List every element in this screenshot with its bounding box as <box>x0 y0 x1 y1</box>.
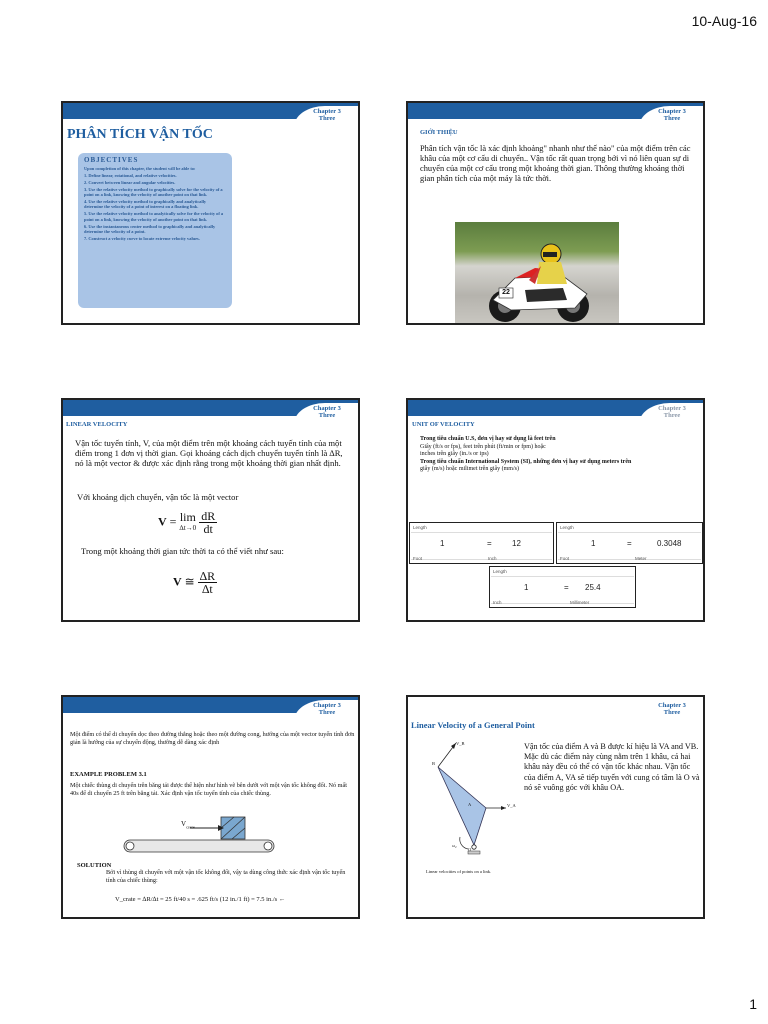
chapter-label: Chapter 3 Three <box>313 702 341 716</box>
slide-3[interactable] <box>61 398 360 622</box>
objective-item: 1. Define linear, rotational, and relative velocities. <box>84 173 177 179</box>
paragraph-2: Với khoảng dịch chuyển, vận tốc là một vector <box>77 492 239 502</box>
o-label: O <box>468 847 472 852</box>
objective-item: 3. Use the relative velocity method to graphically solve for the velocity of a point on a link, knowing the velocity of another point on that link. <box>84 186 223 198</box>
objectives-box <box>78 153 232 308</box>
solution-label: SOLUTION <box>77 862 112 869</box>
slide-title: Linear Velocity of a General Point <box>411 720 535 730</box>
intro-text: Một điểm có thể di chuyển dọc theo đường thẳng hoặc theo một đường cong, hướng của một vector tuyến tính đơn giản là hướng của sự chuyển động, thường dễ dàng xác định <box>70 731 355 746</box>
objective-item: 5. Use the relative velocity method to analytically solve for the velocity of a point on a link, knowing the velocity of another point on that link. <box>84 211 224 222</box>
race-number: 22 <box>502 289 510 296</box>
conveyor-figure <box>118 815 278 859</box>
slide-body: Vận tốc của điểm A và B được kí hiệu là VA and VB. Mặc dù các điểm này cùng nằm trên 1 khâu, cả hai khâu này đều có thể có vận tốc khác nhau. Vận tốc của điểm A, VA sẽ tiếp tuyến với cung có tâm là O và nó sẽ vuông góc với khâu OA. <box>524 742 700 792</box>
objective-item: 7. Construct a velocity curve to locate extreme velocity values. <box>84 235 200 241</box>
slide-title: PHÂN TÍCH VẬN TỐC <box>67 127 213 142</box>
omega-label: ω₂ <box>452 843 457 848</box>
motorcycle-photo <box>455 222 619 325</box>
slide-heading: GIỚI THIỆU <box>420 129 458 136</box>
slide-1[interactable] <box>61 101 360 325</box>
unit-text: Trong tiêu chuẩn U.S, đơn vị hay sử dụng là feet trên Giây (ft/s or fps), feet trên phút (ft/min or fpm) hoặc inches trên giây (in./s or ips) Trong tiêu chuẩn International System (SI), những đơn vị hay sử dụng meters trên giây (m/s) hoặc milimet trên giây (mm/s) <box>420 436 632 473</box>
a-label: A <box>468 802 472 807</box>
equation-approx: V ≅ $\frac{\Delta R}{\Delta t}$ <box>173 569 216 596</box>
slide-heading: UNIT OF VELOCITY <box>412 421 475 428</box>
figure-caption: Linear velocities of points on a link. <box>426 869 492 874</box>
slide-2[interactable] <box>406 101 705 325</box>
objective-item: 6. Use the instantaneous center method to graphically and analytically determine the velocity of a point. <box>84 223 216 234</box>
example-text: Một chiếc thùng di chuyển trên băng tải được thể hiện như hình vẽ bên dưới với một vận tốc không đổi. Nó mất 40s để di chuyển 25 ft trên băng tải. Xác định vận tốc tuyến tính của chiếc thùng. <box>70 782 347 797</box>
vb-label: V_B <box>456 741 465 746</box>
objectives-heading: OBJECTIVES <box>84 156 139 164</box>
converter-inch-millimeter[interactable]: Length 1 = 25.4 Inch Millimeter <box>489 566 636 608</box>
converter-foot-meter[interactable]: Length 1 = 0.3048 Foot Meter <box>556 522 703 564</box>
example-title: EXAMPLE PROBLEM 3.1 <box>70 771 147 778</box>
slide-4[interactable] <box>406 398 705 622</box>
solution-text: Bởi vì thùng di chuyển với một vận tốc không đổi, vậy ta dùng công thức xác định vận tốc tuyến tính của chiếc thùng: <box>106 869 346 884</box>
paragraph-3: Trong một khoảng thời gian tức thời ta có thể viết như sau: <box>81 546 284 556</box>
objectives-intro: Upon completion of this chapter, the student will be able to: <box>84 166 196 172</box>
objective-item: 2. Convert between linear and angular velocities. <box>84 180 176 186</box>
chapter-label: Chapter 3 Three <box>313 108 341 122</box>
solution-equation: V_crate = ∆R/∆t = 25 ft/40 s = .625 ft/s (12 in./1 ft) = 7.5 in./s ← <box>115 896 286 903</box>
slide-heading: LINEAR VELOCITY <box>66 421 128 428</box>
slide-body: Phân tích vận tốc là xác định khoảng" nhanh như thế nào" của một điểm trên các khâu của một cơ cấu di chuyển.. Vận tốc rất quan trọng bởi vì nó liên quan sự di chuyển của một cơ cấu trong một khoảng thời gian. Thông thường khoảng thời gian phân tích của một máy là tức thời. <box>420 144 691 183</box>
chapter-label: Chapter 3 Three <box>658 405 686 419</box>
paragraph-1: Vận tốc tuyến tính, V, của một điểm trên một khoảng cách tuyến tính của một điểm trong 1 đơn vị thời gian. Gọi khoảng cách dịch chuyển tuyến tính là ∆R, nó là một vector & được xác định rằng trong một khoảng thời gian nhất định. <box>75 438 343 469</box>
motorcycle-racer-image <box>455 222 619 325</box>
slide-5[interactable] <box>61 695 360 919</box>
b-label: B <box>432 761 436 766</box>
objective-item: 4. Use the relative velocity method to graphically and analytically determine the velocity of a point of interest on a floating link. <box>84 199 207 210</box>
handout-date: 10-Aug-16 <box>691 13 757 29</box>
chapter-label: Chapter 3 Three <box>658 108 686 122</box>
link-diagram <box>416 733 516 873</box>
va-label: V_A <box>507 803 516 808</box>
chapter-label: Chapter 3 Three <box>658 702 686 716</box>
converter-foot-inch[interactable]: Length 1 = 12 Foot Inch <box>409 522 554 564</box>
chapter-label: Chapter 3 Three <box>313 405 341 419</box>
page-number: 1 <box>749 996 757 1012</box>
vcrate-label: $V_{crate}$ <box>181 820 195 830</box>
equation-limit: V = lim ∆t→0 $\frac{dR}{dt}$ <box>158 509 216 536</box>
slide-6[interactable] <box>406 695 705 919</box>
